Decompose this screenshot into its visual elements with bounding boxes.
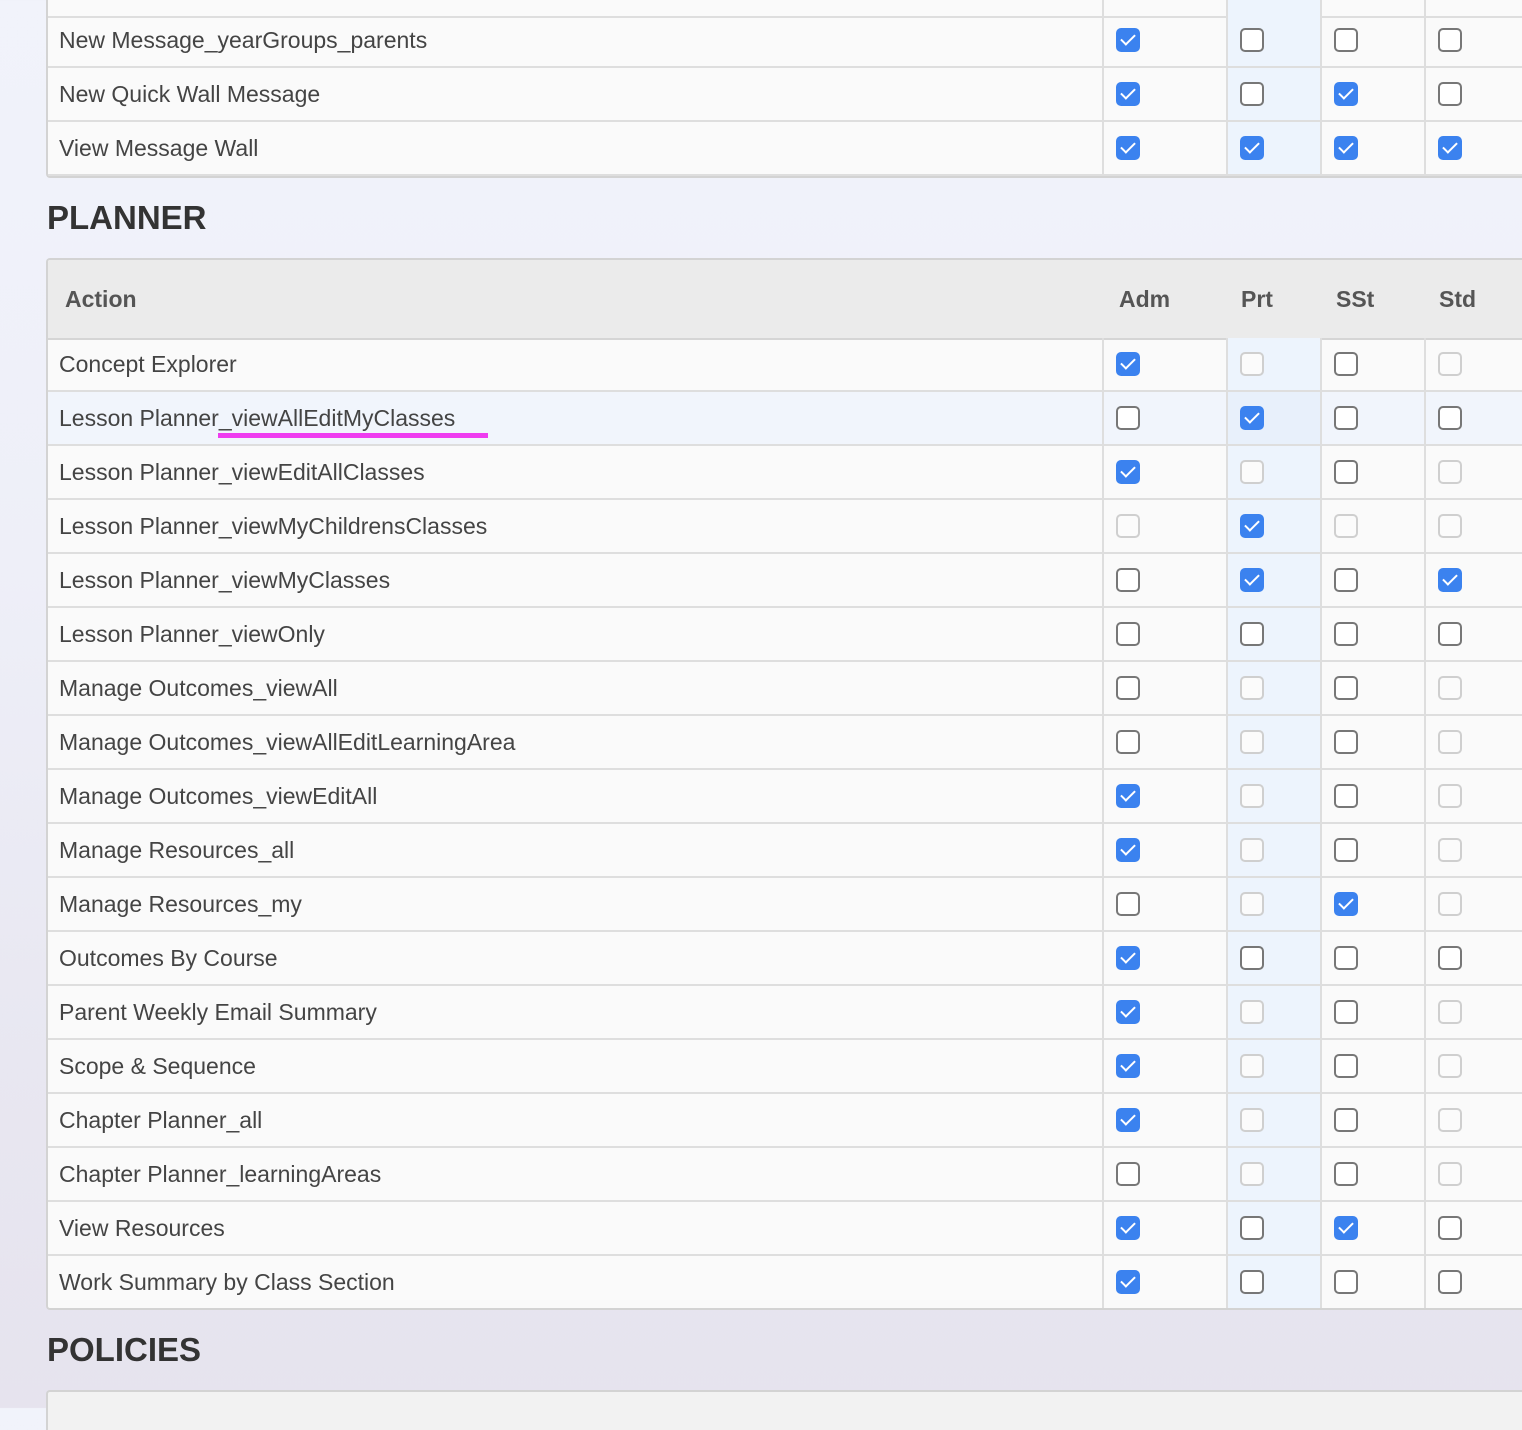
std-checkbox[interactable] <box>1438 406 1462 430</box>
sst-checkbox[interactable] <box>1334 82 1358 106</box>
column-divider <box>1102 1040 1104 1092</box>
column-divider <box>1320 14 1322 66</box>
prt-checkbox <box>1240 892 1264 916</box>
table-row <box>48 986 1522 1040</box>
action-label: View Message Wall <box>59 135 259 161</box>
prt-checkbox <box>1240 784 1264 808</box>
action-label: Parent Weekly Email Summary <box>59 999 377 1025</box>
column-divider <box>1320 392 1322 444</box>
action-label: Scope & Sequence <box>59 1053 256 1079</box>
column-divider <box>1226 770 1228 822</box>
column-divider <box>1226 392 1228 444</box>
action-label: Lesson Planner_viewMyClasses <box>59 567 391 593</box>
column-divider <box>1226 338 1228 390</box>
column-divider <box>1102 68 1104 120</box>
action-label: Chapter Planner_all <box>59 1107 263 1133</box>
std-checkbox[interactable] <box>1438 1270 1462 1294</box>
adm-checkbox[interactable] <box>1116 1216 1140 1240</box>
adm-checkbox[interactable] <box>1116 1054 1140 1078</box>
column-divider <box>1226 608 1228 660</box>
column-divider <box>1424 662 1426 714</box>
column-divider <box>1226 1040 1228 1092</box>
column-divider <box>1424 1202 1426 1254</box>
table-row <box>48 932 1522 986</box>
policies-permissions-table <box>46 1390 1522 1430</box>
prt-checkbox[interactable] <box>1240 946 1264 970</box>
std-checkbox <box>1438 514 1462 538</box>
adm-checkbox[interactable] <box>1116 568 1140 592</box>
sst-checkbox[interactable] <box>1334 1162 1358 1186</box>
std-checkbox[interactable] <box>1438 622 1462 646</box>
prt-checkbox[interactable] <box>1240 514 1264 538</box>
table-row <box>48 608 1522 662</box>
adm-checkbox[interactable] <box>1116 622 1140 646</box>
prt-checkbox <box>1240 1162 1264 1186</box>
column-divider <box>1102 1202 1104 1254</box>
column-divider <box>1102 662 1104 714</box>
column-divider <box>1226 500 1228 552</box>
column-divider <box>1102 1256 1104 1308</box>
annotation-underline <box>218 433 488 438</box>
std-checkbox <box>1438 838 1462 862</box>
table-row <box>48 1202 1522 1256</box>
column-divider <box>1226 932 1228 984</box>
column-divider <box>1320 1040 1322 1092</box>
column-divider <box>1226 1202 1228 1254</box>
sst-checkbox[interactable] <box>1334 406 1358 430</box>
sst-checkbox[interactable] <box>1334 676 1358 700</box>
column-divider <box>1424 878 1426 930</box>
prt-checkbox <box>1240 352 1264 376</box>
adm-checkbox[interactable] <box>1116 82 1140 106</box>
column-divider <box>1424 392 1426 444</box>
planner-section-title: PLANNER <box>47 199 207 236</box>
column-divider <box>1424 338 1426 390</box>
adm-checkbox[interactable] <box>1116 892 1140 916</box>
column-header-prt: Prt <box>1241 286 1273 312</box>
prt-checkbox[interactable] <box>1240 406 1264 430</box>
table-row <box>48 14 1522 68</box>
column-divider <box>1320 122 1322 174</box>
sst-checkbox[interactable] <box>1334 1108 1358 1132</box>
std-checkbox <box>1438 1054 1462 1078</box>
action-label: Concept Explorer <box>59 351 237 377</box>
column-divider <box>1424 446 1426 498</box>
column-divider <box>1320 608 1322 660</box>
column-divider <box>1102 716 1104 768</box>
column-divider <box>1424 770 1426 822</box>
column-divider <box>1320 338 1322 390</box>
action-label: Manage Resources_all <box>59 837 295 863</box>
column-divider <box>1102 1094 1104 1146</box>
column-divider <box>1320 824 1322 876</box>
table-row <box>48 1148 1522 1202</box>
adm-checkbox[interactable] <box>1116 946 1140 970</box>
table-row <box>48 68 1522 122</box>
column-divider <box>1424 608 1426 660</box>
column-divider <box>1320 1256 1322 1308</box>
column-divider <box>1424 14 1426 66</box>
column-divider <box>1226 662 1228 714</box>
prt-checkbox[interactable] <box>1240 1216 1264 1240</box>
std-checkbox <box>1438 460 1462 484</box>
sst-checkbox[interactable] <box>1334 352 1358 376</box>
sst-checkbox[interactable] <box>1334 946 1358 970</box>
sst-checkbox[interactable] <box>1334 1270 1358 1294</box>
column-divider <box>1424 932 1426 984</box>
std-checkbox <box>1438 1000 1462 1024</box>
prt-checkbox <box>1240 838 1264 862</box>
std-checkbox <box>1438 730 1462 754</box>
column-divider <box>1320 716 1322 768</box>
table-row <box>48 824 1522 878</box>
column-divider <box>1320 1094 1322 1146</box>
column-divider <box>1226 1094 1228 1146</box>
column-divider <box>1102 392 1104 444</box>
sst-checkbox[interactable] <box>1334 568 1358 592</box>
table-row <box>48 662 1522 716</box>
sst-checkbox[interactable] <box>1334 460 1358 484</box>
planner-permissions-table <box>46 258 1522 1310</box>
prt-checkbox[interactable] <box>1240 622 1264 646</box>
action-label: Work Summary by Class Section <box>59 1269 395 1295</box>
column-divider <box>1102 554 1104 606</box>
sst-checkbox[interactable] <box>1334 136 1358 160</box>
column-divider <box>1424 716 1426 768</box>
std-checkbox <box>1438 352 1462 376</box>
column-divider <box>1102 500 1104 552</box>
sst-checkbox[interactable] <box>1334 1000 1358 1024</box>
column-divider <box>1226 68 1228 120</box>
std-checkbox[interactable] <box>1438 1216 1462 1240</box>
action-label: Chapter Planner_learningAreas <box>59 1161 382 1187</box>
column-divider <box>1226 1148 1228 1200</box>
column-divider <box>1102 122 1104 174</box>
column-divider <box>1102 1148 1104 1200</box>
sst-checkbox[interactable] <box>1334 28 1358 52</box>
adm-checkbox[interactable] <box>1116 352 1140 376</box>
column-divider <box>1424 554 1426 606</box>
action-label: Outcomes By Course <box>59 945 278 971</box>
column-divider <box>1226 824 1228 876</box>
column-divider <box>1102 338 1104 390</box>
adm-checkbox[interactable] <box>1116 730 1140 754</box>
adm-checkbox[interactable] <box>1116 1108 1140 1132</box>
column-header-std: Std <box>1439 286 1477 312</box>
column-divider <box>1320 500 1322 552</box>
column-divider <box>1226 986 1228 1038</box>
prt-checkbox <box>1240 1108 1264 1132</box>
action-label: View Resources <box>59 1215 225 1241</box>
column-divider <box>1102 14 1104 66</box>
column-divider <box>1424 68 1426 120</box>
std-checkbox[interactable] <box>1438 136 1462 160</box>
column-divider <box>1424 1094 1426 1146</box>
column-header-sst: SSt <box>1336 286 1375 312</box>
column-divider <box>1424 1148 1426 1200</box>
column-divider <box>1226 1256 1228 1308</box>
column-divider <box>1226 554 1228 606</box>
column-divider <box>1424 824 1426 876</box>
prt-checkbox <box>1240 676 1264 700</box>
column-header-action: Action <box>65 286 137 312</box>
prt-checkbox <box>1240 730 1264 754</box>
adm-checkbox[interactable] <box>1116 460 1140 484</box>
sst-checkbox[interactable] <box>1334 838 1358 862</box>
sst-checkbox <box>1334 514 1358 538</box>
std-checkbox[interactable] <box>1438 82 1462 106</box>
table-row <box>48 770 1522 824</box>
table-row <box>48 1094 1522 1148</box>
sst-checkbox[interactable] <box>1334 1054 1358 1078</box>
prt-checkbox[interactable] <box>1240 82 1264 106</box>
column-divider <box>1320 68 1322 120</box>
previous-permissions-table <box>46 0 1522 178</box>
table-row <box>48 1040 1522 1094</box>
column-divider <box>1226 446 1228 498</box>
sst-checkbox[interactable] <box>1334 622 1358 646</box>
action-label: Manage Outcomes_viewEditAll <box>59 783 378 809</box>
table-row <box>48 554 1522 608</box>
table-row <box>48 716 1522 770</box>
column-divider <box>1320 554 1322 606</box>
sst-checkbox[interactable] <box>1334 892 1358 916</box>
prt-checkbox[interactable] <box>1240 28 1264 52</box>
action-label: New Quick Wall Message <box>59 81 321 107</box>
column-divider <box>1102 878 1104 930</box>
table-row <box>48 338 1522 392</box>
action-label: Lesson Planner_viewOnly <box>59 621 325 647</box>
action-label: New Message_yearGroups_parents <box>59 27 428 53</box>
adm-checkbox[interactable] <box>1116 136 1140 160</box>
column-divider <box>1226 14 1228 66</box>
adm-checkbox[interactable] <box>1116 784 1140 808</box>
column-divider <box>1424 1256 1426 1308</box>
column-divider <box>1226 878 1228 930</box>
std-checkbox <box>1438 1162 1462 1186</box>
column-divider <box>1320 932 1322 984</box>
column-divider <box>1102 824 1104 876</box>
prt-checkbox <box>1240 1000 1264 1024</box>
column-divider <box>1424 500 1426 552</box>
adm-checkbox[interactable] <box>1116 838 1140 862</box>
adm-checkbox[interactable] <box>1116 28 1140 52</box>
column-divider <box>1320 1148 1322 1200</box>
adm-checkbox[interactable] <box>1116 406 1140 430</box>
action-label: Lesson Planner_viewAllEditMyClasses <box>59 405 456 431</box>
column-divider <box>1102 986 1104 1038</box>
std-checkbox[interactable] <box>1438 568 1462 592</box>
column-divider <box>1102 770 1104 822</box>
std-checkbox <box>1438 676 1462 700</box>
action-label: Manage Outcomes_viewAllEditLearningArea <box>59 729 516 755</box>
adm-checkbox[interactable] <box>1116 1270 1140 1294</box>
prt-checkbox[interactable] <box>1240 568 1264 592</box>
std-checkbox <box>1438 1108 1462 1132</box>
prt-checkbox[interactable] <box>1240 136 1264 160</box>
adm-checkbox[interactable] <box>1116 1162 1140 1186</box>
column-divider <box>1424 122 1426 174</box>
std-checkbox <box>1438 784 1462 808</box>
table-header-row <box>48 260 1522 340</box>
policies-section-title: POLICIES <box>47 1331 202 1368</box>
column-header-adm: Adm <box>1119 286 1171 312</box>
table-row <box>48 1256 1522 1310</box>
sst-checkbox[interactable] <box>1334 730 1358 754</box>
adm-checkbox <box>1116 514 1140 538</box>
table-row <box>48 446 1522 500</box>
std-checkbox[interactable] <box>1438 946 1462 970</box>
adm-checkbox[interactable] <box>1116 676 1140 700</box>
sst-checkbox[interactable] <box>1334 784 1358 808</box>
std-checkbox <box>1438 892 1462 916</box>
action-label: Manage Outcomes_viewAll <box>59 675 338 701</box>
column-divider <box>1102 932 1104 984</box>
column-divider <box>1102 608 1104 660</box>
action-label: Lesson Planner_viewEditAllClasses <box>59 459 425 485</box>
column-divider <box>1320 770 1322 822</box>
column-divider <box>1320 986 1322 1038</box>
prt-checkbox[interactable] <box>1240 1270 1264 1294</box>
prt-checkbox <box>1240 1054 1264 1078</box>
column-divider <box>1320 662 1322 714</box>
column-divider <box>1424 1040 1426 1092</box>
table-row <box>48 500 1522 554</box>
column-divider <box>1226 716 1228 768</box>
action-label: Manage Resources_my <box>59 891 302 917</box>
adm-checkbox[interactable] <box>1116 1000 1140 1024</box>
column-divider <box>1102 446 1104 498</box>
column-divider <box>1226 122 1228 174</box>
action-label: Lesson Planner_viewMyChildrensClasses <box>59 513 488 539</box>
column-divider <box>1320 878 1322 930</box>
table-row <box>48 878 1522 932</box>
column-divider <box>1320 446 1322 498</box>
table-row <box>48 122 1522 176</box>
column-divider <box>1320 1202 1322 1254</box>
column-divider <box>1424 986 1426 1038</box>
sst-checkbox[interactable] <box>1334 1216 1358 1240</box>
std-checkbox[interactable] <box>1438 28 1462 52</box>
prt-checkbox <box>1240 460 1264 484</box>
